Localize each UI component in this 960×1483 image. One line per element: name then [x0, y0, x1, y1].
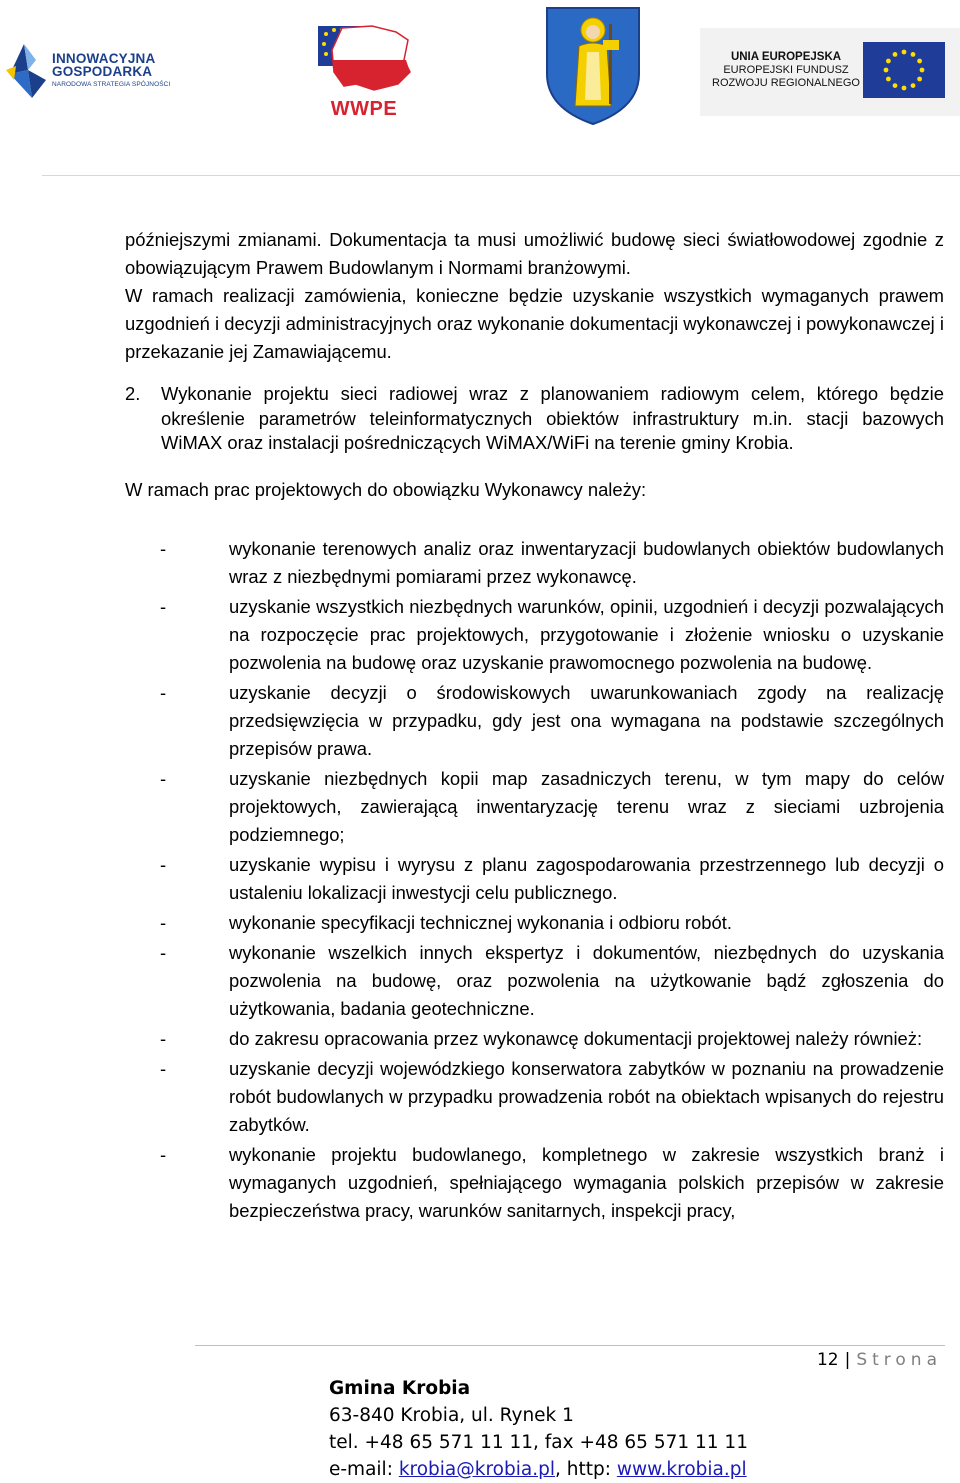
poland-map-eu-stars-icon [312, 20, 416, 98]
list-item [125, 939, 944, 1023]
list-item-text: uzyskanie niezbędnych kopii map zasadniczych terenu, w tym mapy do celów projektowych, zawierającą inwentaryzację terenu wraz z sieciami uzbrojenia podziemnego; [229, 767, 944, 845]
page-number-word: Strona [856, 1350, 942, 1370]
list-dash: - [160, 681, 167, 703]
list-item-text: wykonanie wszelkich innych ekspertyz i dokumentów, niezbędnych do uzyskania pozwolenia na budowę, oraz pozwolenia na użytkowanie bądź zgłoszenia do użytkowania, badania geotechniczne. [229, 941, 944, 1019]
list-item [125, 765, 944, 849]
footer-divider [195, 1345, 945, 1346]
unia-europejska-logo [700, 28, 960, 116]
ue-logo-line1: UNIA EUROPEJSKA [730, 51, 842, 63]
ig-logo-line1: INNOWACYJNA [52, 51, 156, 66]
list-item [125, 535, 944, 591]
list-dash: - [160, 595, 167, 617]
list-item-text: wykonanie specyfikacji technicznej wykonania i odbioru robót. [229, 911, 732, 933]
paragraph-obligations: W ramach prac projektowych do obowiązku Wykonawcy należy: [125, 478, 647, 500]
wwpe-label: WWPE [330, 98, 398, 120]
list-item-text: wykonanie projektu budowlanego, kompletnego w zakresie wszystkich branż i wymaganych uzgodnień, spełniającego wymagania polskich przepisów w zakresie bezpieczeństwa pracy, warunków sanitarnych, inspekcji pracy, [229, 1143, 944, 1221]
coat-of-arms [543, 4, 643, 126]
list-dash: - [160, 1057, 167, 1079]
list-item [125, 909, 944, 937]
list-dash: - [160, 537, 167, 559]
list-dash: - [160, 767, 167, 789]
list-item-text: uzyskanie wszystkich niezbędnych warunków, opinii, uzgodnień i decyzji pozwalających na rozpoczęcie prac projektowych, przygotowanie i złożenie wniosku o uzyskanie pozwolenia na budowę oraz uzyskanie prawomocnego pozwolenia na budowę. [229, 595, 944, 673]
email-link[interactable]: krobia@krobia.pl [398, 1459, 555, 1480]
eu-flag-icon [863, 42, 945, 98]
email-label: e-mail: [329, 1459, 399, 1480]
ue-logo-line2: EUROPEJSKI FUNDUSZ [723, 64, 849, 76]
wwpe-logo [312, 20, 416, 124]
list-dash: - [160, 1027, 167, 1049]
innowacyjna-gospodarka-logo [6, 40, 186, 104]
numbered-item-2 [125, 382, 944, 456]
coat-of-arms-saint-icon [543, 4, 643, 126]
footer-links [329, 1456, 748, 1483]
page-number-separator: | [844, 1350, 851, 1370]
list-item-text: uzyskanie decyzji o środowiskowych uwarunkowaniach zgody na realizację przedsięwzięcia w przypadku, gdy jest ona wymagana na podstawie szczególnych przepisów prawa. [229, 681, 944, 759]
page-number-value: 12 [816, 1350, 839, 1370]
list-item-text: do zakresu opracowania przez wykonawcę dokumentacji projektowej należy również: [229, 1027, 923, 1049]
list-item-text: uzyskanie wypisu i wyrysu z planu zagospodarowania przestrzennego lub decyzji o ustaleniu lokalizacji inwestycji celu publicznego. [229, 853, 944, 903]
list-dash: - [160, 941, 167, 963]
obligations-list [125, 535, 944, 1225]
list-dash: - [160, 853, 167, 875]
item-number: 2. [125, 383, 141, 404]
list-item [125, 679, 944, 763]
ig-logo-line2: GOSPODARKA [52, 64, 153, 79]
innowacyjna-gospodarka-logo-icon [6, 40, 50, 102]
footer-address: 63-840 Krobia, ul. Rynek 1 [329, 1405, 574, 1426]
footer-org-name: Gmina Krobia [329, 1378, 471, 1399]
page-number [817, 1350, 942, 1370]
list-dash: - [160, 1143, 167, 1165]
http-label: , http: [554, 1459, 617, 1480]
page-header [0, 0, 960, 178]
list-item-text: uzyskanie decyzji wojewódzkiego konserwatora zabytków w poznaniu na prowadzenie robót budowlanych w przypadku prowadzenia robót na obiektach wpisanych do rejestru zabytków. [229, 1057, 944, 1135]
list-item [125, 851, 944, 907]
list-dash: - [160, 911, 167, 933]
list-item [125, 1025, 944, 1053]
list-item [125, 593, 944, 677]
list-item-text: wykonanie terenowych analiz oraz inwentaryzacji budowlanych obiektów budowlanych wraz z niezbędnymi pomiarami przez wykonawcę. [229, 537, 944, 587]
ig-logo-line3: NARODOWA STRATEGIA SPÓJNOŚCI [52, 81, 171, 88]
footer-contact [329, 1375, 748, 1483]
paragraph-intro: późniejszymi zmianami. Dokumentacja ta musi umożliwić budowę sieci światłowodowej zgodnie z obowiązującym Prawem Budowlanym i Normami branżowymi. [125, 229, 944, 278]
list-item [125, 1055, 944, 1139]
paragraph-requirements: W ramach realizacji zamówienia, konieczne będzie uzyskanie wszystkich wymaganych prawem uzgodnień i decyzji administracyjnych oraz wykonanie dokumentacji wykonawczej i powykonawczej i przekazanie jej Zamawiającemu. [125, 285, 944, 362]
item-text: Wykonanie projektu sieci radiowej wraz z planowaniem radiowym celem, którego będzie określenie parametrów teleinformatycznych obiektów infrastruktury m.in. stacji bazowych WiMAX oraz instalacji pośredniczących WiMAX/WiFi na terenie gminy Krobia. [161, 383, 944, 453]
footer-phone: tel. +48 65 571 11 11, fax +48 65 571 11 11 [329, 1432, 748, 1453]
ue-logo-line3: ROZWOJU REGIONALNEGO [712, 77, 860, 89]
header-divider [42, 175, 960, 176]
document-body [125, 226, 944, 1227]
website-link[interactable]: www.krobia.pl [616, 1459, 747, 1480]
list-item [125, 1141, 944, 1225]
